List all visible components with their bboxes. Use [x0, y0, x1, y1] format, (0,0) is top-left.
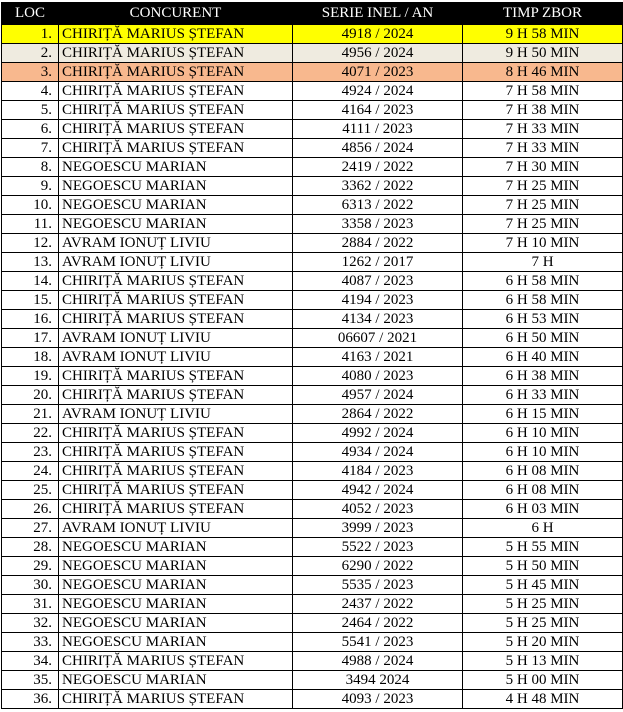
ser-cell: 6290 / 2022 — [293, 557, 463, 576]
time-cell: 7 H — [463, 253, 623, 272]
loc-cell: 14. — [2, 272, 59, 291]
ser-cell: 3999 / 2023 — [293, 519, 463, 538]
loc-cell: 26. — [2, 500, 59, 519]
time-cell: 4 H 48 MIN — [463, 690, 623, 709]
table-row — [2, 671, 623, 690]
time-cell: 6 H 33 MIN — [463, 386, 623, 405]
loc-cell: 32. — [2, 614, 59, 633]
time-cell: 7 H 58 MIN — [463, 82, 623, 101]
results-body — [2, 25, 623, 709]
table-row — [2, 329, 623, 348]
name-cell: CHIRIȚĂ MARIUS ȘTEFAN — [59, 500, 293, 519]
loc-cell: 12. — [2, 234, 59, 253]
name-cell: CHIRIȚĂ MARIUS ȘTEFAN — [59, 82, 293, 101]
ser-cell: 1262 / 2017 — [293, 253, 463, 272]
table-row — [2, 633, 623, 652]
name-cell: CHIRIȚĂ MARIUS ȘTEFAN — [59, 386, 293, 405]
time-cell: 6 H — [463, 519, 623, 538]
ser-cell: 4934 / 2024 — [293, 443, 463, 462]
header-loc: LOC — [2, 3, 59, 25]
table-row — [2, 120, 623, 139]
loc-cell: 11. — [2, 215, 59, 234]
results-table — [1, 2, 623, 709]
table-row — [2, 196, 623, 215]
time-cell: 5 H 13 MIN — [463, 652, 623, 671]
table-row — [2, 519, 623, 538]
ser-cell: 4052 / 2023 — [293, 500, 463, 519]
name-cell: AVRAM IONUȚ LIVIU — [59, 329, 293, 348]
table-row — [2, 595, 623, 614]
ser-cell: 2464 / 2022 — [293, 614, 463, 633]
ser-cell: 2864 / 2022 — [293, 405, 463, 424]
table-row — [2, 348, 623, 367]
name-cell: NEGOESCU MARIAN — [59, 538, 293, 557]
table-row — [2, 310, 623, 329]
name-cell: CHIRIȚĂ MARIUS ȘTEFAN — [59, 44, 293, 63]
ser-cell: 4163 / 2021 — [293, 348, 463, 367]
loc-cell: 23. — [2, 443, 59, 462]
time-cell: 5 H 25 MIN — [463, 614, 623, 633]
loc-cell: 22. — [2, 424, 59, 443]
table-row — [2, 44, 623, 63]
loc-cell: 19. — [2, 367, 59, 386]
time-cell: 7 H 25 MIN — [463, 177, 623, 196]
loc-cell: 15. — [2, 291, 59, 310]
table-row — [2, 405, 623, 424]
loc-cell: 1. — [2, 25, 59, 44]
loc-cell: 16. — [2, 310, 59, 329]
loc-cell: 25. — [2, 481, 59, 500]
loc-cell: 33. — [2, 633, 59, 652]
ser-cell: 6313 / 2022 — [293, 196, 463, 215]
table-row — [2, 443, 623, 462]
name-cell: CHIRIȚĂ MARIUS ȘTEFAN — [59, 443, 293, 462]
table-row — [2, 386, 623, 405]
loc-cell: 18. — [2, 348, 59, 367]
loc-cell: 8. — [2, 158, 59, 177]
loc-cell: 6. — [2, 120, 59, 139]
loc-cell: 35. — [2, 671, 59, 690]
name-cell: CHIRIȚĂ MARIUS ȘTEFAN — [59, 25, 293, 44]
name-cell: CHIRIȚĂ MARIUS ȘTEFAN — [59, 101, 293, 120]
table-row — [2, 177, 623, 196]
time-cell: 8 H 46 MIN — [463, 63, 623, 82]
name-cell: NEGOESCU MARIAN — [59, 671, 293, 690]
time-cell: 7 H 30 MIN — [463, 158, 623, 177]
name-cell: CHIRIȚĂ MARIUS ȘTEFAN — [59, 120, 293, 139]
time-cell: 5 H 55 MIN — [463, 538, 623, 557]
time-cell: 5 H 00 MIN — [463, 671, 623, 690]
name-cell: CHIRIȚĂ MARIUS ȘTEFAN — [59, 272, 293, 291]
name-cell: NEGOESCU MARIAN — [59, 557, 293, 576]
ser-cell: 4988 / 2024 — [293, 652, 463, 671]
table-row — [2, 614, 623, 633]
table-row — [2, 690, 623, 709]
header-timp: TIMP ZBOR — [463, 3, 623, 25]
table-row — [2, 538, 623, 557]
ser-cell: 4918 / 2024 — [293, 25, 463, 44]
time-cell: 6 H 10 MIN — [463, 424, 623, 443]
table-row — [2, 139, 623, 158]
time-cell: 9 H 50 MIN — [463, 44, 623, 63]
time-cell: 6 H 08 MIN — [463, 481, 623, 500]
time-cell: 5 H 20 MIN — [463, 633, 623, 652]
time-cell: 6 H 08 MIN — [463, 462, 623, 481]
table-row — [2, 652, 623, 671]
table-row — [2, 82, 623, 101]
ser-cell: 4093 / 2023 — [293, 690, 463, 709]
time-cell: 6 H 40 MIN — [463, 348, 623, 367]
ser-cell: 4194 / 2023 — [293, 291, 463, 310]
table-row — [2, 367, 623, 386]
ser-cell: 4924 / 2024 — [293, 82, 463, 101]
table-row — [2, 101, 623, 120]
name-cell: NEGOESCU MARIAN — [59, 158, 293, 177]
header-row — [2, 3, 623, 25]
loc-cell: 17. — [2, 329, 59, 348]
time-cell: 6 H 50 MIN — [463, 329, 623, 348]
time-cell: 5 H 45 MIN — [463, 576, 623, 595]
name-cell: AVRAM IONUȚ LIVIU — [59, 405, 293, 424]
loc-cell: 34. — [2, 652, 59, 671]
time-cell: 7 H 33 MIN — [463, 139, 623, 158]
time-cell: 6 H 58 MIN — [463, 291, 623, 310]
table-row — [2, 424, 623, 443]
table-row — [2, 576, 623, 595]
time-cell: 6 H 58 MIN — [463, 272, 623, 291]
table-row — [2, 63, 623, 82]
name-cell: CHIRIȚĂ MARIUS ȘTEFAN — [59, 462, 293, 481]
name-cell: NEGOESCU MARIAN — [59, 595, 293, 614]
ser-cell: 3362 / 2022 — [293, 177, 463, 196]
time-cell: 7 H 38 MIN — [463, 101, 623, 120]
loc-cell: 28. — [2, 538, 59, 557]
ser-cell: 4992 / 2024 — [293, 424, 463, 443]
loc-cell: 5. — [2, 101, 59, 120]
ser-cell: 4942 / 2024 — [293, 481, 463, 500]
ser-cell: 06607 / 2021 — [293, 329, 463, 348]
loc-cell: 36. — [2, 690, 59, 709]
ser-cell: 4956 / 2024 — [293, 44, 463, 63]
name-cell: CHIRIȚĂ MARIUS ȘTEFAN — [59, 139, 293, 158]
table-row — [2, 158, 623, 177]
time-cell: 5 H 50 MIN — [463, 557, 623, 576]
loc-cell: 21. — [2, 405, 59, 424]
name-cell: AVRAM IONUȚ LIVIU — [59, 253, 293, 272]
loc-cell: 10. — [2, 196, 59, 215]
name-cell: NEGOESCU MARIAN — [59, 614, 293, 633]
results-table-container — [1, 2, 623, 709]
loc-cell: 30. — [2, 576, 59, 595]
time-cell: 6 H 15 MIN — [463, 405, 623, 424]
name-cell: CHIRIȚĂ MARIUS ȘTEFAN — [59, 690, 293, 709]
header-concurent: CONCURENT — [59, 3, 293, 25]
loc-cell: 2. — [2, 44, 59, 63]
header-serie: SERIE INEL / AN — [293, 3, 463, 25]
table-row — [2, 25, 623, 44]
ser-cell: 4184 / 2023 — [293, 462, 463, 481]
loc-cell: 29. — [2, 557, 59, 576]
name-cell: NEGOESCU MARIAN — [59, 215, 293, 234]
ser-cell: 2419 / 2022 — [293, 158, 463, 177]
ser-cell: 5522 / 2023 — [293, 538, 463, 557]
name-cell: CHIRIȚĂ MARIUS ȘTEFAN — [59, 424, 293, 443]
name-cell: AVRAM IONUȚ LIVIU — [59, 234, 293, 253]
name-cell: CHIRIȚĂ MARIUS ȘTEFAN — [59, 291, 293, 310]
ser-cell: 2884 / 2022 — [293, 234, 463, 253]
name-cell: CHIRIȚĂ MARIUS ȘTEFAN — [59, 310, 293, 329]
name-cell: NEGOESCU MARIAN — [59, 576, 293, 595]
ser-cell: 4071 / 2023 — [293, 63, 463, 82]
table-row — [2, 500, 623, 519]
ser-cell: 4164 / 2023 — [293, 101, 463, 120]
name-cell: AVRAM IONUȚ LIVIU — [59, 519, 293, 538]
table-row — [2, 557, 623, 576]
name-cell: NEGOESCU MARIAN — [59, 196, 293, 215]
loc-cell: 27. — [2, 519, 59, 538]
table-row — [2, 253, 623, 272]
time-cell: 7 H 33 MIN — [463, 120, 623, 139]
ser-cell: 5541 / 2023 — [293, 633, 463, 652]
loc-cell: 9. — [2, 177, 59, 196]
time-cell: 9 H 58 MIN — [463, 25, 623, 44]
loc-cell: 7. — [2, 139, 59, 158]
ser-cell: 4111 / 2023 — [293, 120, 463, 139]
table-row — [2, 215, 623, 234]
name-cell: NEGOESCU MARIAN — [59, 633, 293, 652]
ser-cell: 3358 / 2023 — [293, 215, 463, 234]
name-cell: CHIRIȚĂ MARIUS ȘTEFAN — [59, 367, 293, 386]
ser-cell: 4134 / 2023 — [293, 310, 463, 329]
ser-cell: 4957 / 2024 — [293, 386, 463, 405]
loc-cell: 24. — [2, 462, 59, 481]
ser-cell: 4856 / 2024 — [293, 139, 463, 158]
ser-cell: 5535 / 2023 — [293, 576, 463, 595]
loc-cell: 13. — [2, 253, 59, 272]
time-cell: 6 H 03 MIN — [463, 500, 623, 519]
name-cell: CHIRIȚĂ MARIUS ȘTEFAN — [59, 652, 293, 671]
table-row — [2, 291, 623, 310]
ser-cell: 3494 2024 — [293, 671, 463, 690]
time-cell: 7 H 10 MIN — [463, 234, 623, 253]
table-row — [2, 462, 623, 481]
loc-cell: 20. — [2, 386, 59, 405]
table-row — [2, 481, 623, 500]
ser-cell: 2437 / 2022 — [293, 595, 463, 614]
ser-cell: 4080 / 2023 — [293, 367, 463, 386]
name-cell: CHIRIȚĂ MARIUS ȘTEFAN — [59, 63, 293, 82]
loc-cell: 31. — [2, 595, 59, 614]
time-cell: 6 H 38 MIN — [463, 367, 623, 386]
table-row — [2, 234, 623, 253]
loc-cell: 3. — [2, 63, 59, 82]
loc-cell: 4. — [2, 82, 59, 101]
table-row — [2, 272, 623, 291]
time-cell: 7 H 25 MIN — [463, 196, 623, 215]
ser-cell: 4087 / 2023 — [293, 272, 463, 291]
time-cell: 7 H 25 MIN — [463, 215, 623, 234]
name-cell: AVRAM IONUȚ LIVIU — [59, 348, 293, 367]
time-cell: 5 H 25 MIN — [463, 595, 623, 614]
name-cell: NEGOESCU MARIAN — [59, 177, 293, 196]
time-cell: 6 H 53 MIN — [463, 310, 623, 329]
time-cell: 6 H 10 MIN — [463, 443, 623, 462]
name-cell: CHIRIȚĂ MARIUS ȘTEFAN — [59, 481, 293, 500]
